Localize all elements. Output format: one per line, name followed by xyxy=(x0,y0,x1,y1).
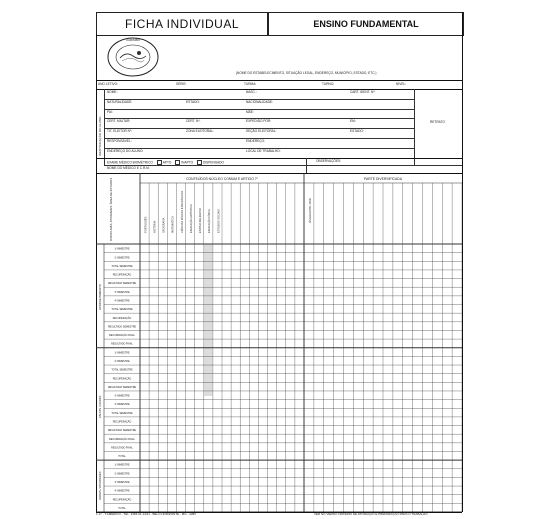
section-label: FALTAS / HORAS xyxy=(98,395,102,418)
observations-label: OBSERVAÇÕES: xyxy=(316,159,342,163)
id-field-label: NASC.: xyxy=(246,90,257,94)
footer-note: VER NO VERSO CRITÉRIO DE APURAÇÃO E PREPARAÇÃO PARA O TRABALHO xyxy=(314,512,428,516)
row-label: RESULTADO SEMESTRE xyxy=(107,429,137,433)
id-field-label: CERT. MILITAR: xyxy=(107,119,131,124)
id-field-label: CERT. Nº: xyxy=(186,119,201,124)
fit-label: APTO xyxy=(162,160,172,165)
grade-label: SÉRIE: xyxy=(176,82,187,86)
class-label: TURMA: xyxy=(244,82,257,86)
row-label: 1º BIMESTRE xyxy=(114,351,130,355)
id-field-label: ESTADO: xyxy=(186,99,200,104)
id-field-label: CART. IDENT. Nº: xyxy=(350,90,376,94)
id-field-label: PAI: xyxy=(107,109,113,114)
row-label: TOTAL SEMESTRE xyxy=(111,264,133,268)
id-field-label: RESPONSÁVEL: xyxy=(107,139,132,143)
section-label: HORAS / ATIVIDADES xyxy=(98,471,102,501)
row-label: 1º BIMESTRE xyxy=(114,463,130,467)
row-label: 4º BIMESTRE xyxy=(114,299,130,303)
id-field-label: EM: xyxy=(350,119,356,124)
subject-label: ESTUDOS SOCIAIS xyxy=(217,209,221,233)
education-level: ENSINO FUNDAMENTAL xyxy=(268,12,464,36)
row-label: 3º BIMESTRE xyxy=(114,290,130,294)
row-label: 2º BIMESTRE xyxy=(114,256,130,260)
row-label: TOTAL xyxy=(118,455,126,459)
row-label: RECUPERAÇÃO xyxy=(112,316,132,320)
id-field-label: NATURALIDADE: xyxy=(107,99,133,104)
footer-printer-info: 1.17 - T.AMERICO - TEL: 3465-01-14/11 - BELO HORIZONTE - MG - 2280 xyxy=(96,512,196,516)
id-field-label: ENDEREÇO: xyxy=(246,139,265,143)
row-label: RECUPERAÇÃO FINAL xyxy=(109,437,135,441)
subject-label: EDUCAÇÃO FÍSICA xyxy=(208,209,212,233)
row-label: 2º BIMESTRE xyxy=(114,360,130,364)
subject-label: EDUCAÇÃO ARTÍSTICA xyxy=(189,204,193,233)
photo-label: RETRATO xyxy=(430,120,445,124)
row-label: 4º BIMESTRE xyxy=(114,489,130,493)
row-label: RESULTADO FINAL xyxy=(111,342,133,346)
row-label: TOTAL SEMESTRE xyxy=(111,308,133,312)
subject-label: GEOGRAFIA xyxy=(162,217,166,233)
medical-exam-text: EXAME MÉDICO BIOMÉTRICO xyxy=(107,160,153,165)
id-field-label: ENDEREÇO DO ALUNO: xyxy=(107,148,144,153)
row-label: RESULTADO SEMESTRE xyxy=(107,385,137,389)
id-field-label: TIT. ELEITOR Nº: xyxy=(107,129,133,134)
exempt-label: DISPENSADO xyxy=(202,160,224,165)
row-label: RECUPERAÇÃO xyxy=(112,377,132,381)
id-field-label: ZONA ELEITORAL: xyxy=(186,129,214,134)
row-label: RECUPERAÇÃO xyxy=(112,273,132,277)
subject-label: MATEMÁTICA xyxy=(171,216,175,233)
unfit-label: INAPTO xyxy=(181,160,194,165)
id-field-label: NOME: xyxy=(107,90,118,94)
shift-label: TURNO: xyxy=(322,82,335,86)
year-label: ANO LETIVO: xyxy=(98,82,119,86)
form-sheet xyxy=(96,12,462,512)
row-label: TOTAL SEMESTRE xyxy=(111,368,133,372)
row-label: 3º BIMESTRE xyxy=(114,481,130,485)
row-label: 1º BIMESTRE xyxy=(114,247,130,251)
id-field-label: ESTADO: xyxy=(350,129,364,134)
row-label: RECUPERAÇÃO FINAL xyxy=(109,334,135,338)
row-label: 4º BIMESTRE xyxy=(114,403,130,407)
grades-grid xyxy=(96,173,462,512)
school-seal-stamp xyxy=(106,36,160,78)
student-id-side-label: IDENTIFICAÇÃO DO ALUNO xyxy=(98,116,102,156)
row-label: 3º BIMESTRE xyxy=(114,394,130,398)
subject-label: ENSINO RELIGIOSO xyxy=(199,208,203,233)
level-label: NÍVEL: xyxy=(396,82,407,86)
row-label: RESULTADO FINAL xyxy=(111,446,133,450)
id-field-label: MÃE: xyxy=(246,109,254,114)
form-title: FICHA INDIVIDUAL xyxy=(96,12,268,36)
row-label: RESULTADO SEMESTRE xyxy=(107,325,137,329)
row-label: RECUPERAÇÃO xyxy=(112,420,132,424)
core-subjects-header: CONTEÚDOS NÚCLEO COMUM E ARTIGO 7º xyxy=(186,177,258,181)
row-label: 2º BIMESTRE xyxy=(114,472,130,476)
id-field-label: EXPEDIDO POR: xyxy=(246,119,272,124)
row-label: RECUPERAÇÃO xyxy=(112,498,132,502)
id-field-label: NACIONALIDADE: xyxy=(246,99,273,104)
diversified-subject-label: LÍNGUA ESTR. MOD. xyxy=(308,197,312,223)
section-label: APROVEITAMENTO xyxy=(98,284,102,310)
id-field-label: SEÇÃO ELEITORAL: xyxy=(246,129,277,134)
subject-label: CIÊNCIAS FÍSICAS E BIOLÓGICAS xyxy=(180,190,184,233)
diversified-header: PARTE DIVERSIFICADA xyxy=(364,177,402,181)
row-label: TOTAL SEMESTRE xyxy=(111,411,133,415)
doctor-label: NOME DO MÉDICO E C.R.M. xyxy=(107,166,150,170)
row-label: RESULTADO SEMESTRE xyxy=(107,282,137,286)
subjects-axis-label: DISCIPLINAS, ATIVIDADES, ÁREA DE ESTUDOS xyxy=(109,177,113,241)
school-caption: (NOME DO ESTABELECIMENTO, SITUAÇÃO LEGAL, ENDEREÇO, MUNICÍPIO, ESTADO, ETC.) xyxy=(236,71,377,75)
hatched-column xyxy=(204,244,213,396)
subject-label: HISTÓRIA xyxy=(153,220,157,233)
svg-text:CARIMBO: CARIMBO xyxy=(125,38,141,42)
id-field-label: LOCAL DE TRABALHO: xyxy=(246,148,281,153)
row-label: TOTAL xyxy=(118,506,126,510)
subject-label: PORTUGUÊS xyxy=(144,216,148,233)
